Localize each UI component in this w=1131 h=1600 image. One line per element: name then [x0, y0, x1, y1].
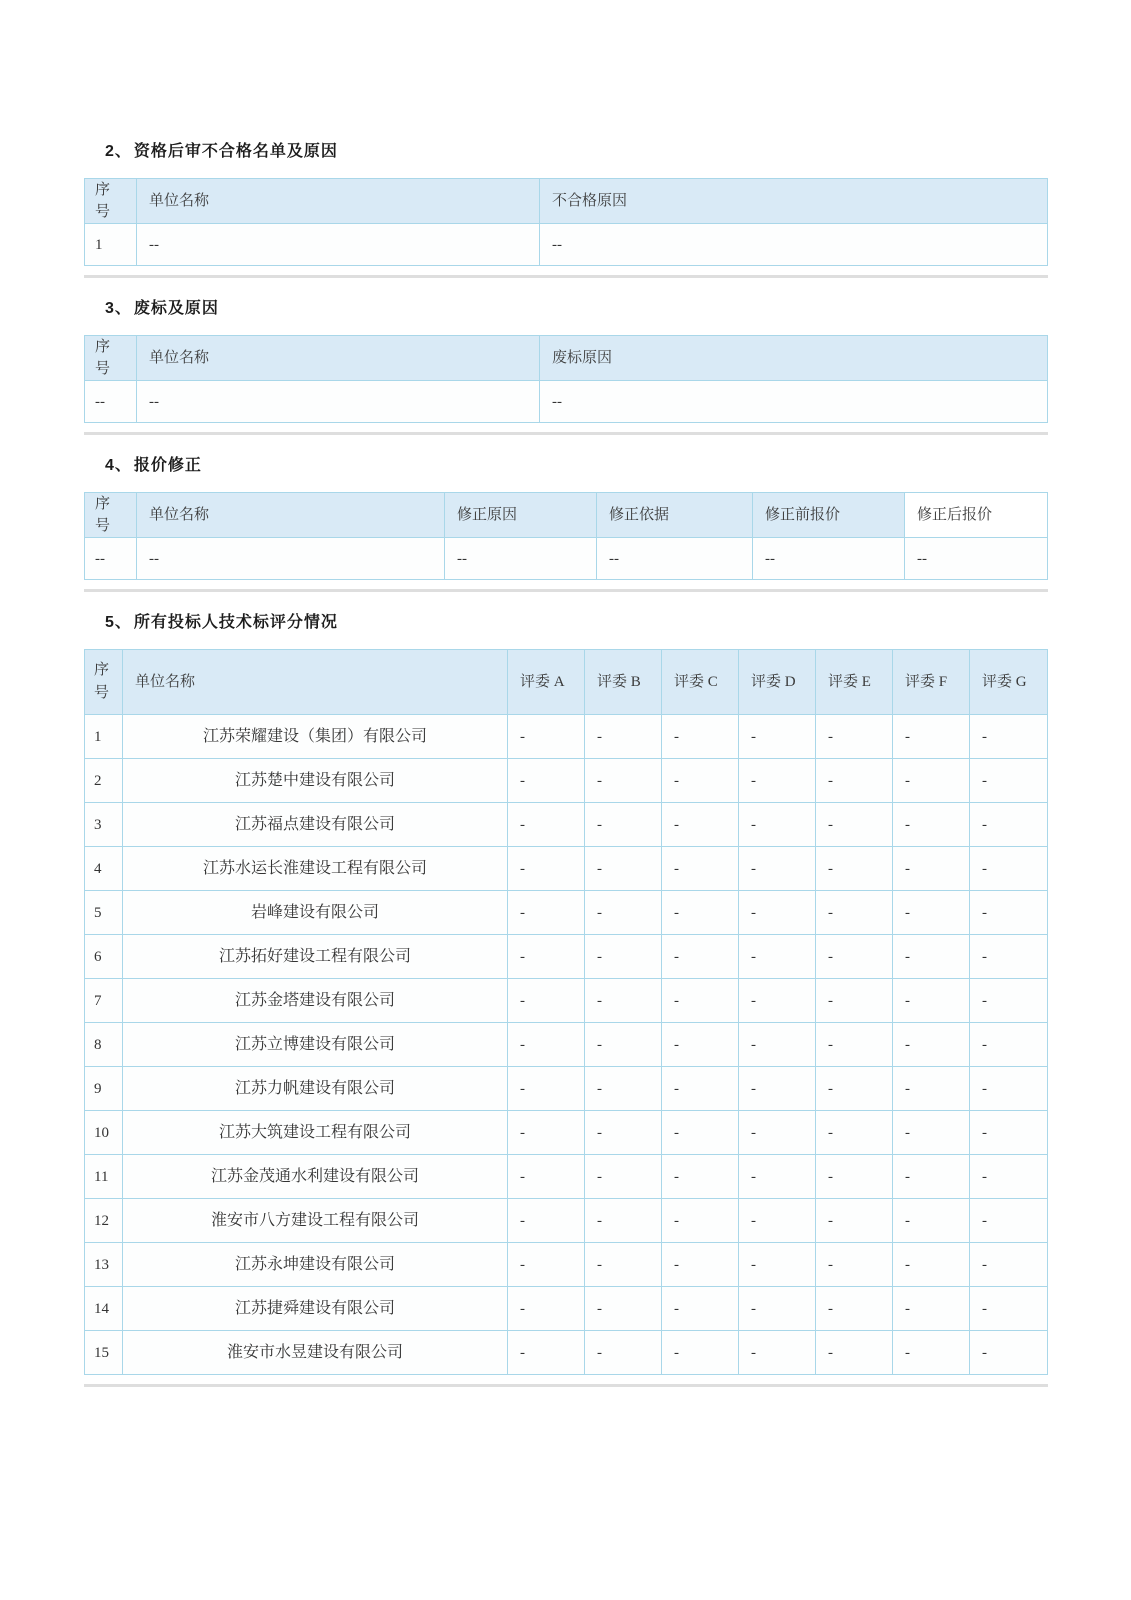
section-unqualified-list	[84, 141, 1048, 278]
section-title-text: 废标及原因	[133, 300, 219, 317]
judge-e-score-cell: -	[816, 1023, 893, 1067]
judge-d-score-cell: -	[739, 935, 816, 979]
judge-e-score-cell: -	[816, 759, 893, 803]
section-number: 3、	[105, 300, 132, 317]
company-cell: --	[137, 224, 540, 266]
judge-a-score-cell: -	[508, 847, 585, 891]
judge-d-score-cell: -	[739, 891, 816, 935]
section-number: 4、	[105, 457, 132, 474]
judge-d-score-cell: -	[739, 1155, 816, 1199]
judge-d-score-cell: -	[739, 1023, 816, 1067]
judge-b-score-cell: -	[585, 1155, 662, 1199]
judge-b-score-cell: -	[585, 847, 662, 891]
judge-f-score-cell: -	[893, 1067, 970, 1111]
col-header-correction-basis: 修正依据	[597, 493, 753, 538]
header-row	[85, 336, 1048, 381]
company-cell: --	[137, 538, 445, 580]
table-row	[85, 224, 1048, 266]
judge-c-score-cell: -	[662, 1199, 739, 1243]
seq-cell: 9	[85, 1067, 123, 1111]
section-title-text: 资格后审不合格名单及原因	[133, 143, 338, 160]
company-cell: 江苏金塔建设有限公司	[123, 979, 508, 1023]
judge-g-score-cell: -	[970, 847, 1048, 891]
company-cell: 江苏荣耀建设（集团）有限公司	[123, 715, 508, 759]
judge-a-score-cell: -	[508, 1287, 585, 1331]
table-row	[85, 715, 1048, 759]
section-invalid-bids	[84, 298, 1048, 435]
judge-c-score-cell: -	[662, 803, 739, 847]
judge-e-score-cell: -	[816, 1331, 893, 1375]
table-row	[85, 891, 1048, 935]
judge-g-score-cell: -	[970, 759, 1048, 803]
judge-f-score-cell: -	[893, 1199, 970, 1243]
table-wrapper	[84, 492, 1048, 592]
company-cell: 江苏大筑建设工程有限公司	[123, 1111, 508, 1155]
judge-d-score-cell: -	[739, 803, 816, 847]
judge-b-score-cell: -	[585, 1067, 662, 1111]
judge-a-score-cell: -	[508, 1199, 585, 1243]
col-header-seq: 序号	[85, 493, 137, 538]
section-technical-scores	[84, 612, 1048, 1387]
judge-b-score-cell: -	[585, 979, 662, 1023]
company-cell: 江苏拓好建设工程有限公司	[123, 935, 508, 979]
company-cell: --	[137, 381, 540, 423]
seq-cell: --	[85, 381, 137, 423]
judge-e-score-cell: -	[816, 1243, 893, 1287]
judge-c-score-cell: -	[662, 759, 739, 803]
judge-g-score-cell: -	[970, 1287, 1048, 1331]
table-row	[85, 847, 1048, 891]
judge-a-score-cell: -	[508, 1331, 585, 1375]
seq-cell: 4	[85, 847, 123, 891]
section-technical-scores-title	[105, 612, 1048, 633]
table-row	[85, 1111, 1048, 1155]
table-row	[85, 803, 1048, 847]
judge-f-score-cell: -	[893, 1111, 970, 1155]
seq-cell: --	[85, 538, 137, 580]
seq-cell: 5	[85, 891, 123, 935]
col-header-company: 单位名称	[123, 650, 508, 715]
judge-c-score-cell: -	[662, 1155, 739, 1199]
company-cell: 江苏力帆建设有限公司	[123, 1067, 508, 1111]
seq-cell: 6	[85, 935, 123, 979]
judge-b-score-cell: -	[585, 1243, 662, 1287]
company-cell: 淮安市水昱建设有限公司	[123, 1331, 508, 1375]
col-header-seq: 序号	[85, 179, 137, 224]
table-wrapper	[84, 335, 1048, 435]
section-price-correction-title	[105, 455, 1048, 476]
col-header-company: 单位名称	[137, 179, 540, 224]
judge-c-score-cell: -	[662, 1067, 739, 1111]
judge-e-score-cell: -	[816, 1155, 893, 1199]
judge-a-score-cell: -	[508, 935, 585, 979]
judge-b-score-cell: -	[585, 1199, 662, 1243]
judge-g-score-cell: -	[970, 1023, 1048, 1067]
judge-c-score-cell: -	[662, 1243, 739, 1287]
table-row	[85, 538, 1048, 580]
table-row	[85, 1023, 1048, 1067]
seq-cell: 7	[85, 979, 123, 1023]
judge-a-score-cell: -	[508, 891, 585, 935]
judge-f-score-cell: -	[893, 1155, 970, 1199]
invalid-bids-table-body	[85, 381, 1048, 423]
judge-c-score-cell: -	[662, 715, 739, 759]
judge-e-score-cell: -	[816, 1067, 893, 1111]
judge-d-score-cell: -	[739, 847, 816, 891]
judge-a-score-cell: -	[508, 1023, 585, 1067]
col-header-company: 单位名称	[137, 493, 445, 538]
col-header-price-before: 修正前报价	[753, 493, 905, 538]
seq-cell: 2	[85, 759, 123, 803]
judge-d-score-cell: -	[739, 1243, 816, 1287]
col-header-judge-g: 评委 G	[970, 650, 1048, 715]
judge-b-score-cell: -	[585, 1023, 662, 1067]
technical-scores-table	[84, 649, 1048, 1375]
judge-b-score-cell: -	[585, 715, 662, 759]
judge-g-score-cell: -	[970, 935, 1048, 979]
judge-g-score-cell: -	[970, 1331, 1048, 1375]
judge-e-score-cell: -	[816, 1111, 893, 1155]
judge-b-score-cell: -	[585, 1287, 662, 1331]
section-invalid-title	[105, 298, 1048, 319]
judge-f-score-cell: -	[893, 847, 970, 891]
table-row	[85, 1199, 1048, 1243]
seq-cell: 15	[85, 1331, 123, 1375]
judge-d-score-cell: -	[739, 979, 816, 1023]
company-cell: 江苏立博建设有限公司	[123, 1023, 508, 1067]
seq-cell: 11	[85, 1155, 123, 1199]
judge-a-score-cell: -	[508, 715, 585, 759]
seq-cell: 10	[85, 1111, 123, 1155]
judge-d-score-cell: -	[739, 1331, 816, 1375]
judge-b-score-cell: -	[585, 759, 662, 803]
section-title-text: 所有投标人技术标评分情况	[133, 614, 338, 631]
col-header-fail-reason: 不合格原因	[540, 179, 1048, 224]
judge-d-score-cell: -	[739, 1199, 816, 1243]
table-wrapper	[84, 178, 1048, 278]
seq-cell: 3	[85, 803, 123, 847]
company-cell: 江苏水运长淮建设工程有限公司	[123, 847, 508, 891]
header-row	[85, 650, 1048, 715]
correction-reason-cell: --	[445, 538, 597, 580]
judge-e-score-cell: -	[816, 979, 893, 1023]
judge-f-score-cell: -	[893, 935, 970, 979]
judge-e-score-cell: -	[816, 1199, 893, 1243]
judge-e-score-cell: -	[816, 935, 893, 979]
judge-a-score-cell: -	[508, 803, 585, 847]
seq-cell: 1	[85, 715, 123, 759]
judge-g-score-cell: -	[970, 1155, 1048, 1199]
judge-b-score-cell: -	[585, 803, 662, 847]
judge-f-score-cell: -	[893, 759, 970, 803]
col-header-judge-c: 评委 C	[662, 650, 739, 715]
judge-c-score-cell: -	[662, 979, 739, 1023]
header-row	[85, 493, 1048, 538]
judge-e-score-cell: -	[816, 847, 893, 891]
unqualified-table	[84, 178, 1048, 266]
col-header-correction-reason: 修正原因	[445, 493, 597, 538]
company-cell: 岩峰建设有限公司	[123, 891, 508, 935]
col-header-invalid-reason: 废标原因	[540, 336, 1048, 381]
section-number: 5、	[105, 614, 132, 631]
judge-b-score-cell: -	[585, 1331, 662, 1375]
section-unqualified-title	[105, 141, 1048, 162]
seq-cell: 12	[85, 1199, 123, 1243]
price-correction-table	[84, 492, 1048, 580]
judge-g-score-cell: -	[970, 1067, 1048, 1111]
company-cell: 江苏金茂通水利建设有限公司	[123, 1155, 508, 1199]
judge-f-score-cell: -	[893, 715, 970, 759]
table-row	[85, 979, 1048, 1023]
header-row	[85, 179, 1048, 224]
seq-cell: 1	[85, 224, 137, 266]
table-row	[85, 381, 1048, 423]
seq-cell: 14	[85, 1287, 123, 1331]
col-header-price-after: 修正后报价	[905, 493, 1048, 538]
judge-b-score-cell: -	[585, 935, 662, 979]
judge-d-score-cell: -	[739, 759, 816, 803]
judge-g-score-cell: -	[970, 715, 1048, 759]
judge-f-score-cell: -	[893, 1331, 970, 1375]
correction-basis-cell: --	[597, 538, 753, 580]
judge-c-score-cell: -	[662, 935, 739, 979]
judge-a-score-cell: -	[508, 1067, 585, 1111]
judge-f-score-cell: -	[893, 1243, 970, 1287]
price-before-cell: --	[753, 538, 905, 580]
judge-a-score-cell: -	[508, 759, 585, 803]
judge-a-score-cell: -	[508, 1243, 585, 1287]
judge-a-score-cell: -	[508, 1111, 585, 1155]
col-header-judge-a: 评委 A	[508, 650, 585, 715]
col-header-judge-e: 评委 E	[816, 650, 893, 715]
judge-b-score-cell: -	[585, 1111, 662, 1155]
table-row	[85, 1067, 1048, 1111]
judge-g-score-cell: -	[970, 1111, 1048, 1155]
table-row	[85, 1287, 1048, 1331]
judge-d-score-cell: -	[739, 1067, 816, 1111]
judge-g-score-cell: -	[970, 979, 1048, 1023]
judge-d-score-cell: -	[739, 1111, 816, 1155]
judge-c-score-cell: -	[662, 1331, 739, 1375]
judge-f-score-cell: -	[893, 803, 970, 847]
company-cell: 江苏福点建设有限公司	[123, 803, 508, 847]
col-header-judge-b: 评委 B	[585, 650, 662, 715]
judge-f-score-cell: -	[893, 1023, 970, 1067]
price-correction-table-body	[85, 538, 1048, 580]
invalid-reason-cell: --	[540, 381, 1048, 423]
col-header-company: 单位名称	[137, 336, 540, 381]
section-price-correction	[84, 455, 1048, 592]
judge-c-score-cell: -	[662, 1023, 739, 1067]
section-number: 2、	[105, 143, 132, 160]
judge-c-score-cell: -	[662, 847, 739, 891]
judge-g-score-cell: -	[970, 891, 1048, 935]
judge-g-score-cell: -	[970, 803, 1048, 847]
table-row	[85, 1155, 1048, 1199]
judge-f-score-cell: -	[893, 891, 970, 935]
company-cell: 江苏捷舜建设有限公司	[123, 1287, 508, 1331]
table-row	[85, 759, 1048, 803]
table-wrapper	[84, 649, 1048, 1387]
judge-b-score-cell: -	[585, 891, 662, 935]
section-title-text: 报价修正	[133, 457, 202, 474]
judge-e-score-cell: -	[816, 1287, 893, 1331]
judge-d-score-cell: -	[739, 1287, 816, 1331]
seq-cell: 8	[85, 1023, 123, 1067]
table-row	[85, 1331, 1048, 1375]
fail-reason-cell: --	[540, 224, 1048, 266]
col-header-judge-f: 评委 F	[893, 650, 970, 715]
price-after-cell: --	[905, 538, 1048, 580]
col-header-judge-d: 评委 D	[739, 650, 816, 715]
col-header-seq: 序号	[85, 336, 137, 381]
judge-a-score-cell: -	[508, 979, 585, 1023]
judge-e-score-cell: -	[816, 891, 893, 935]
judge-f-score-cell: -	[893, 979, 970, 1023]
seq-cell: 13	[85, 1243, 123, 1287]
judge-g-score-cell: -	[970, 1199, 1048, 1243]
technical-scores-table-body	[85, 715, 1048, 1375]
invalid-bids-table	[84, 335, 1048, 423]
company-cell: 江苏楚中建设有限公司	[123, 759, 508, 803]
unqualified-table-body	[85, 224, 1048, 266]
judge-c-score-cell: -	[662, 1111, 739, 1155]
judge-c-score-cell: -	[662, 1287, 739, 1331]
table-row	[85, 935, 1048, 979]
judge-e-score-cell: -	[816, 715, 893, 759]
judge-g-score-cell: -	[970, 1243, 1048, 1287]
col-header-seq: 序号	[85, 650, 123, 715]
judge-a-score-cell: -	[508, 1155, 585, 1199]
judge-d-score-cell: -	[739, 715, 816, 759]
judge-c-score-cell: -	[662, 891, 739, 935]
company-cell: 淮安市八方建设工程有限公司	[123, 1199, 508, 1243]
company-cell: 江苏永坤建设有限公司	[123, 1243, 508, 1287]
judge-f-score-cell: -	[893, 1287, 970, 1331]
table-row	[85, 1243, 1048, 1287]
judge-e-score-cell: -	[816, 803, 893, 847]
